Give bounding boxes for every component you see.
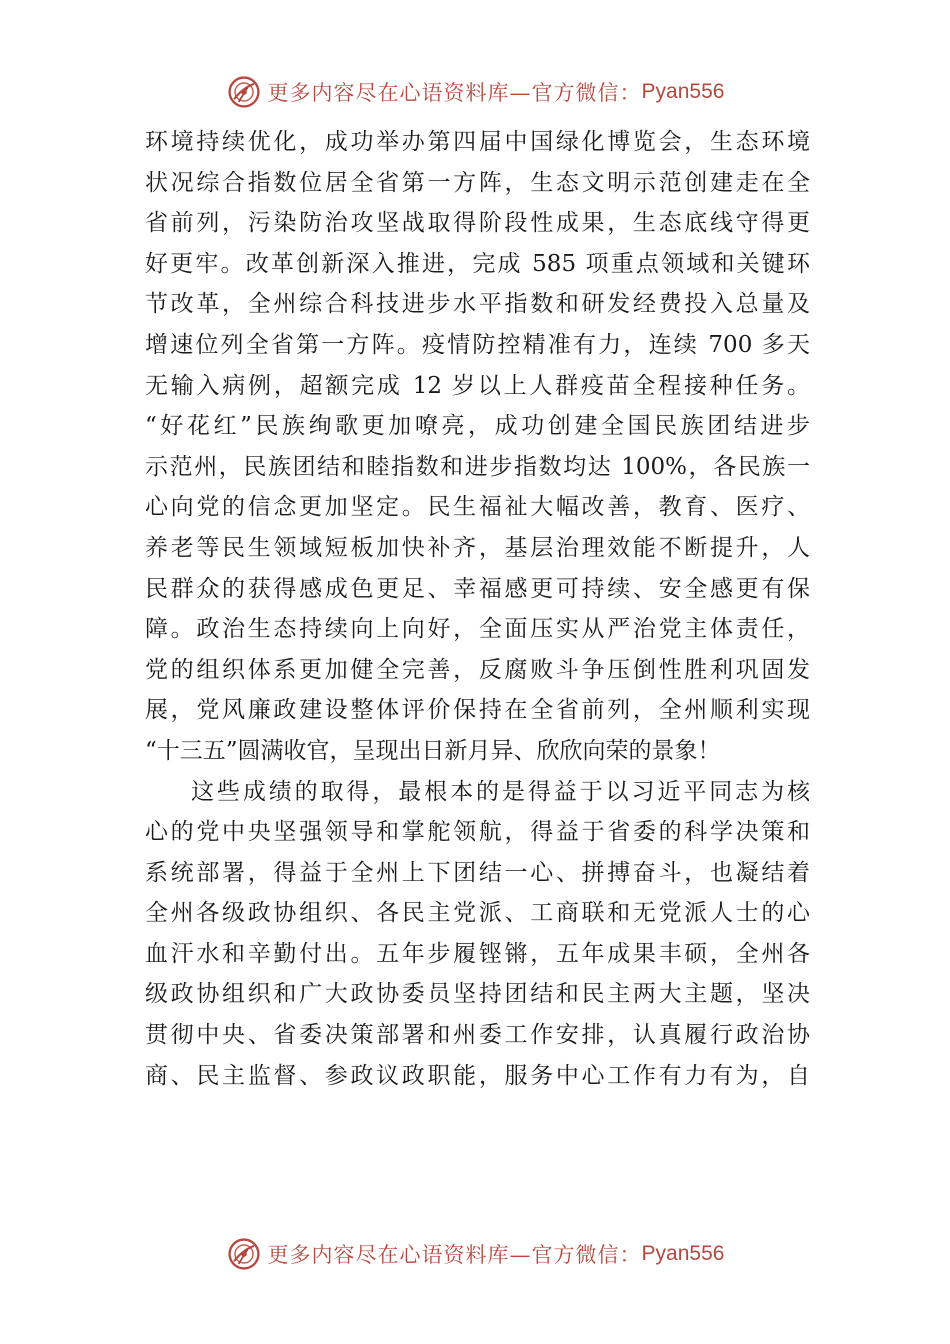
text-line: 这些成绩的取得，最根本的是得益于以习近平同志为核: [191, 778, 810, 805]
text-line: 级政协组织和广大政协委员坚持团结和民主两大主题，坚决: [145, 981, 810, 1008]
text-line: “十三五”圆满收官，呈现出日新月异、欣欣向荣的景象！: [145, 737, 721, 764]
text-line: 商、民主监督、参政议政职能，服务中心工作有力有为，自: [145, 1062, 810, 1089]
text-line: 节改革，全州综合科技进步水平指数和研发经费投入总量及: [145, 291, 810, 318]
text-line: 增速位列全省第一方阵。疫情防控精准有力，连续 700 多天: [145, 331, 810, 358]
text-line: 民群众的获得感成色更足、幸福感更可持续、安全感更有保: [145, 575, 810, 602]
brand-logo-icon: [226, 1236, 262, 1272]
watermark-handle: Pyan556: [641, 80, 725, 103]
text-line: 障。政治生态持续向上向好，全面压实从严治党主体责任，: [145, 616, 810, 643]
paragraph: [145, 122, 810, 772]
text-line: 心的党中央坚强领导和掌舵领航，得益于省委的科学决策和: [145, 819, 810, 846]
text-line: 展，党风廉政建设整体评价保持在全省前列，全州顺利实现: [145, 697, 810, 724]
text-line: 示范州，民族团结和睦指数和进步指数均达 100%，各民族一: [145, 453, 810, 480]
text-line: 心向党的信念更加坚定。民生福祉大幅改善，教育、医疗、: [145, 494, 810, 521]
document-body: [145, 122, 810, 1096]
watermark-handle: Pyan556: [641, 1242, 725, 1265]
brand-logo-icon: [226, 74, 262, 110]
text-line: 党的组织体系更加健全完善，反腐败斗争压倒性胜利巩固发: [145, 656, 810, 683]
footer-watermark: [0, 1234, 950, 1274]
text-line: 养老等民生领域短板加快补齐，基层治理效能不断提升，人: [145, 534, 810, 561]
text-line: 血汗水和辛勤付出。五年步履铿锵，五年成果丰硕，全州各: [145, 940, 810, 967]
text-line: 环境持续优化，成功举办第四届中国绿化博览会，生态环境: [145, 129, 810, 155]
text-line: 好更牢。改革创新深入推进，完成 585 项重点领域和关键环: [145, 250, 810, 277]
watermark-text: 更多内容尽在心语资料库—官方微信：: [267, 1243, 642, 1267]
text-line: 贯彻中央、省委决策部署和州委工作安排，认真履行政治协: [145, 1022, 810, 1049]
text-line: “好花红”民族绚歌更加嘹亮，成功创建全国民族团结进步: [145, 413, 810, 440]
watermark-text: 更多内容尽在心语资料库—官方微信：: [267, 81, 642, 105]
text-line: 全州各级政协组织、各民主党派、工商联和无党派人士的心: [145, 900, 810, 927]
paragraph: [145, 772, 810, 1097]
text-line: 省前列，污染防治攻坚战取得阶段性成果，生态底线守得更: [145, 210, 810, 237]
text-line: 无输入病例，超额完成 12 岁以上人群疫苗全程接种任务。: [145, 372, 810, 399]
text-line: 状况综合指数位居全省第一方阵，生态文明示范创建走在全: [145, 169, 810, 196]
header-watermark: [0, 72, 950, 112]
text-line: 系统部署，得益于全州上下团结一心、拼搏奋斗，也凝结着: [145, 859, 810, 886]
